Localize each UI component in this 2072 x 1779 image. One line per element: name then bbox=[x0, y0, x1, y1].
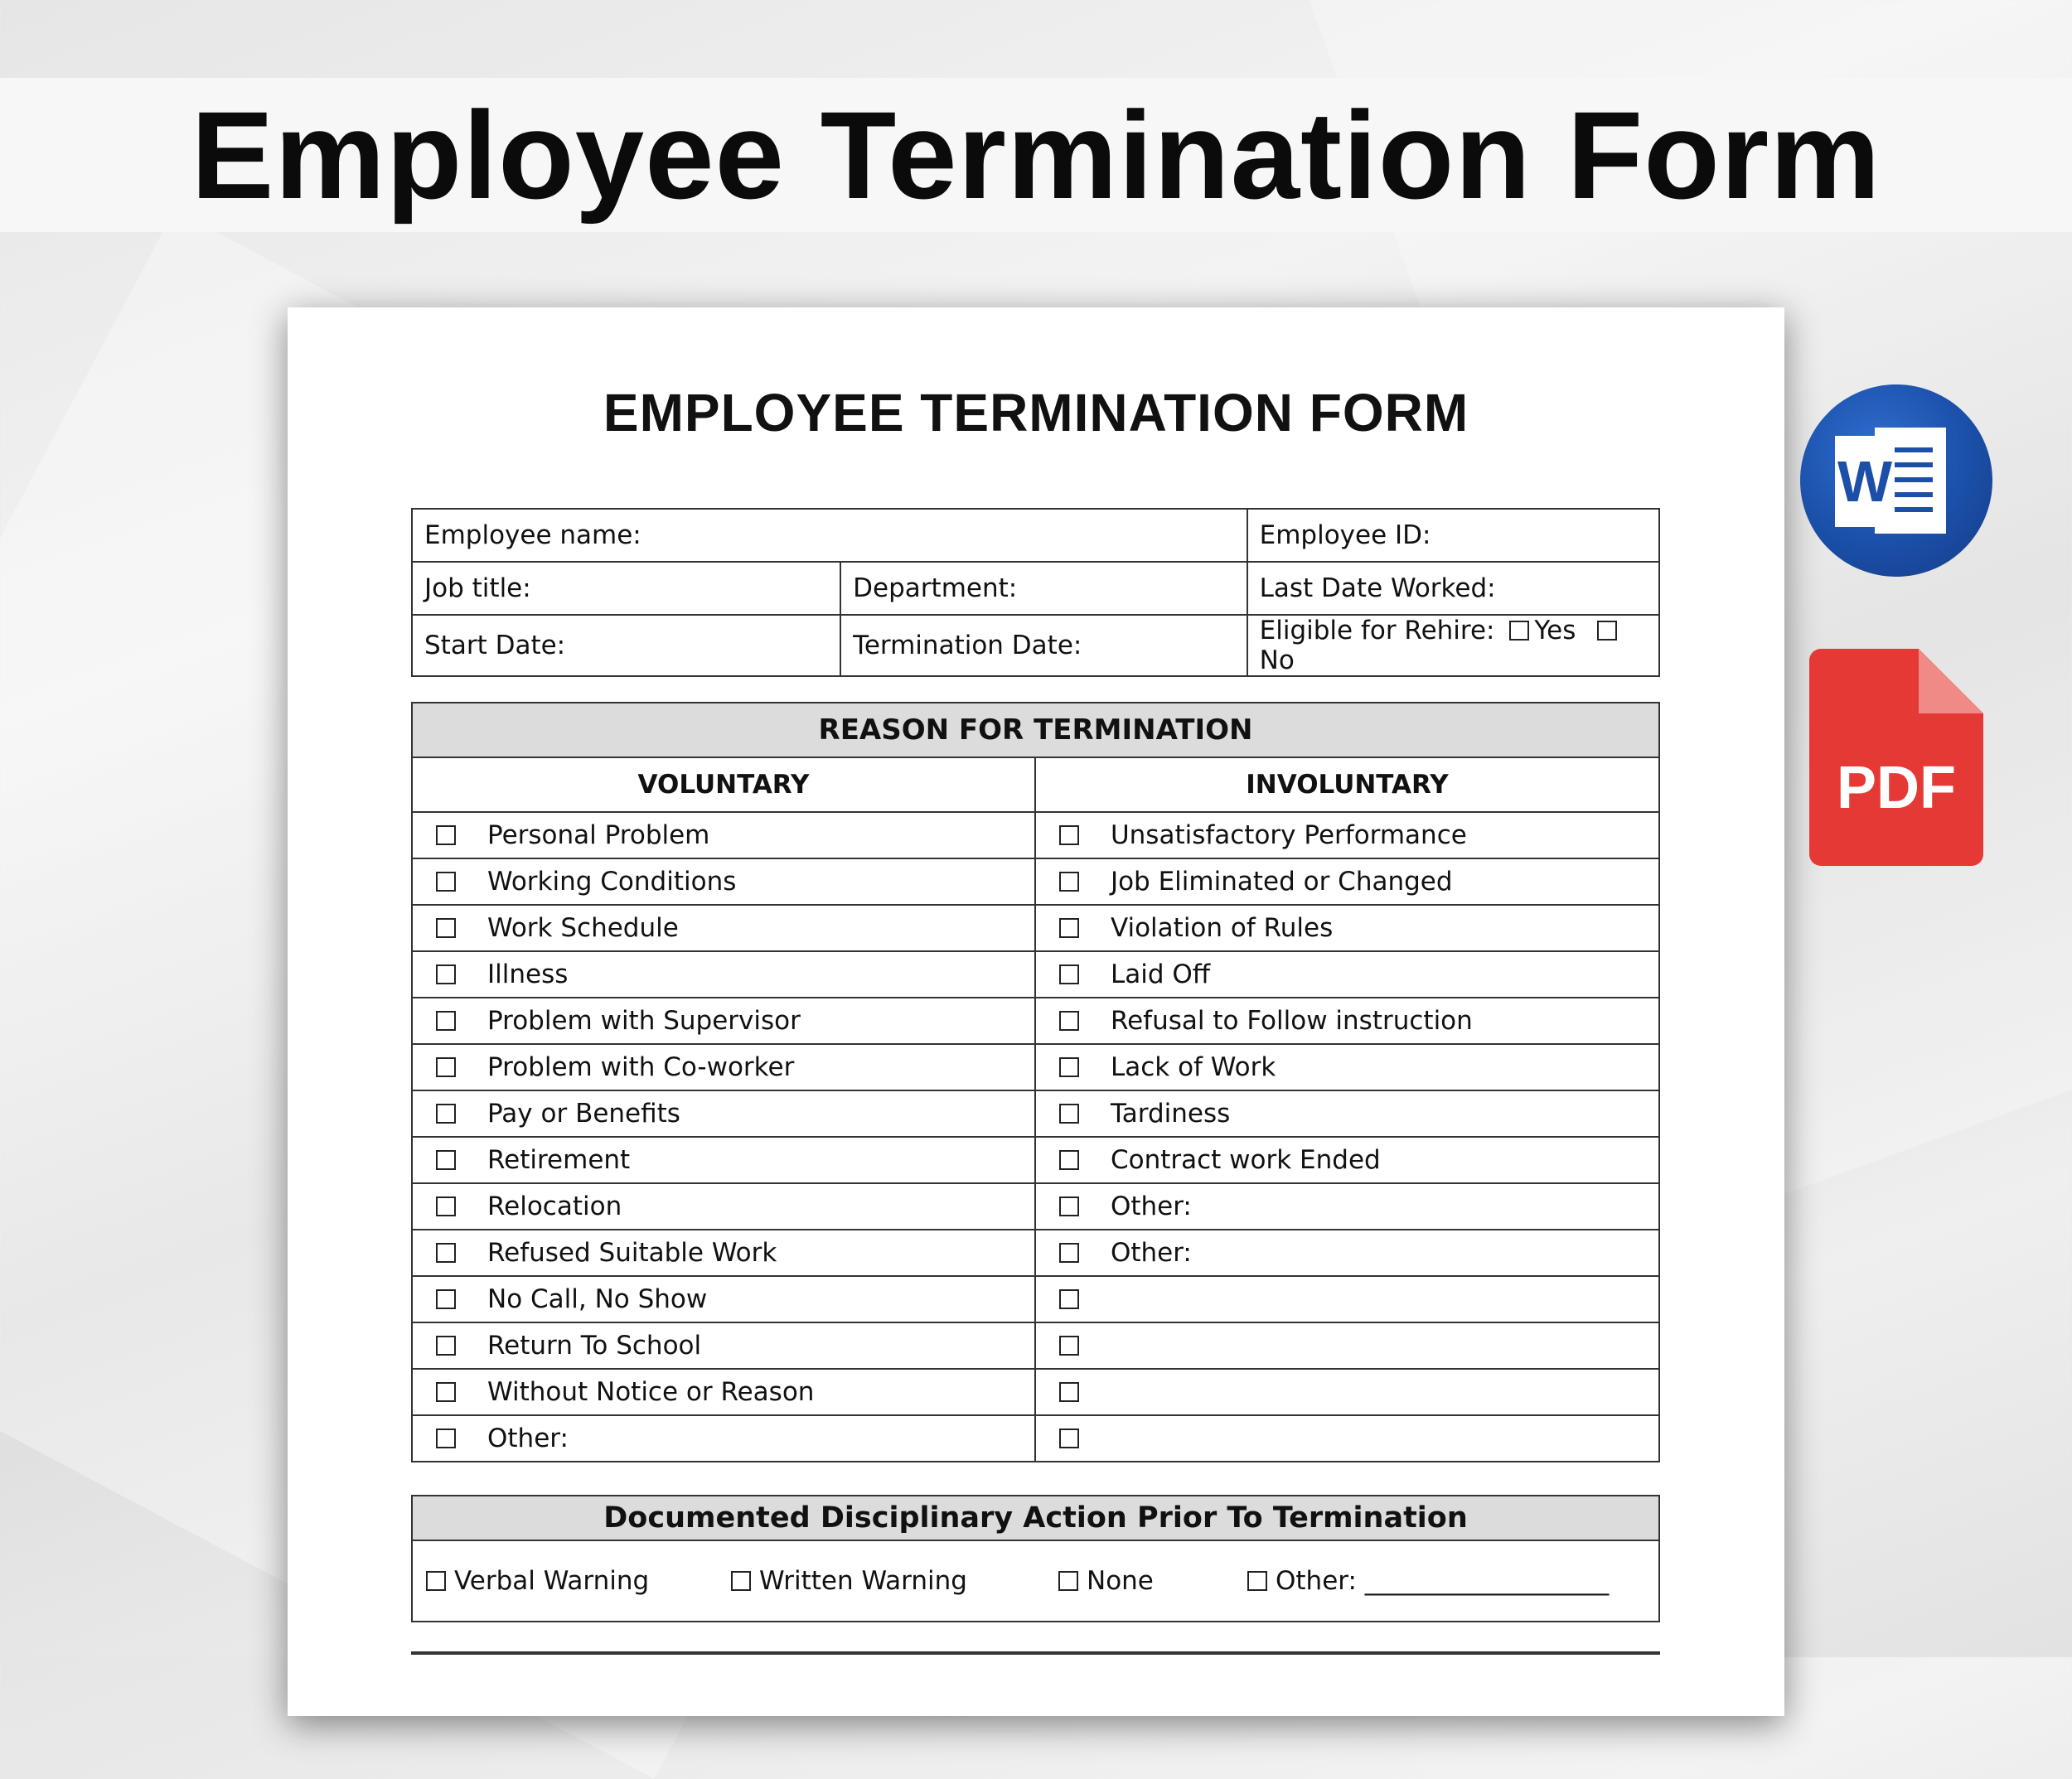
reason-row bbox=[412, 812, 1659, 858]
involuntary-reason-label: Other: bbox=[1110, 1238, 1192, 1268]
checkbox[interactable] bbox=[436, 825, 456, 845]
start-date-field[interactable]: Start Date: bbox=[412, 615, 840, 676]
checkbox[interactable] bbox=[436, 1336, 456, 1356]
involuntary-reason-item[interactable] bbox=[1035, 1090, 1659, 1137]
checkbox[interactable] bbox=[436, 1011, 456, 1031]
employee-id-field[interactable]: Employee ID: bbox=[1247, 509, 1659, 562]
reason-row bbox=[412, 1230, 1659, 1276]
voluntary-reason-item[interactable] bbox=[412, 858, 1035, 905]
involuntary-reason-item[interactable] bbox=[1035, 812, 1659, 858]
option-label: Other: ___________________ bbox=[1276, 1566, 1610, 1596]
rehire-no-checkbox[interactable] bbox=[1597, 621, 1617, 641]
checkbox[interactable] bbox=[1059, 1429, 1079, 1448]
reason-row bbox=[412, 1369, 1659, 1415]
involuntary-reason-item[interactable] bbox=[1035, 951, 1659, 998]
involuntary-reason-item[interactable] bbox=[1035, 1322, 1659, 1369]
disciplinary-option[interactable] bbox=[426, 1566, 731, 1596]
involuntary-reason-label: Violation of Rules bbox=[1110, 913, 1334, 943]
checkbox[interactable] bbox=[1059, 1150, 1079, 1170]
disciplinary-action-table bbox=[411, 1495, 1660, 1622]
reason-row bbox=[412, 951, 1659, 998]
reason-row bbox=[412, 1090, 1659, 1137]
employee-name-field[interactable]: Employee name: bbox=[412, 509, 1247, 562]
voluntary-reason-label: Without Notice or Reason bbox=[487, 1377, 815, 1407]
department-field[interactable]: Department: bbox=[840, 562, 1247, 615]
checkbox[interactable] bbox=[436, 872, 456, 892]
reason-row bbox=[412, 1415, 1659, 1462]
involuntary-reason-label: Unsatisfactory Performance bbox=[1110, 820, 1467, 850]
involuntary-reason-item[interactable] bbox=[1035, 1415, 1659, 1462]
voluntary-reason-item[interactable] bbox=[412, 1415, 1035, 1462]
disciplinary-option[interactable] bbox=[1247, 1566, 1609, 1596]
voluntary-reason-item[interactable] bbox=[412, 1276, 1035, 1322]
option-label: Verbal Warning bbox=[454, 1566, 650, 1596]
voluntary-reason-item[interactable] bbox=[412, 1369, 1035, 1415]
checkbox[interactable] bbox=[436, 1289, 456, 1309]
checkbox[interactable] bbox=[436, 918, 456, 938]
involuntary-reason-label: Lack of Work bbox=[1110, 1052, 1276, 1082]
banner-title: Employee Termination Form bbox=[191, 85, 1881, 225]
rehire-yes-label: Yes bbox=[1534, 616, 1576, 645]
job-title-field[interactable]: Job title: bbox=[412, 562, 840, 615]
voluntary-reason-label: Relocation bbox=[487, 1192, 622, 1221]
involuntary-reason-item[interactable] bbox=[1035, 998, 1659, 1044]
involuntary-reason-item[interactable] bbox=[1035, 858, 1659, 905]
involuntary-reason-item[interactable] bbox=[1035, 1183, 1659, 1230]
voluntary-reason-label: Other: bbox=[487, 1424, 569, 1453]
checkbox[interactable] bbox=[436, 1382, 456, 1402]
form-document bbox=[288, 307, 1784, 1716]
voluntary-reason-item[interactable] bbox=[412, 1322, 1035, 1369]
reason-row bbox=[412, 858, 1659, 905]
involuntary-reason-label: Laid Off bbox=[1110, 960, 1211, 989]
voluntary-reason-item[interactable] bbox=[412, 1230, 1035, 1276]
disciplinary-heading: Documented Disciplinary Action Prior To Termination bbox=[412, 1496, 1659, 1540]
checkbox[interactable] bbox=[426, 1571, 446, 1591]
word-letter: W bbox=[1835, 436, 1895, 527]
involuntary-reason-item[interactable] bbox=[1035, 1276, 1659, 1322]
voluntary-reason-item[interactable] bbox=[412, 905, 1035, 951]
reason-heading: REASON FOR TERMINATION bbox=[412, 703, 1659, 757]
checkbox[interactable] bbox=[436, 1243, 456, 1263]
voluntary-reason-label: Personal Problem bbox=[487, 820, 710, 850]
reason-for-termination-table bbox=[411, 702, 1660, 1462]
checkbox[interactable] bbox=[1059, 1289, 1079, 1309]
voluntary-reason-label: No Call, No Show bbox=[487, 1284, 708, 1314]
checkbox[interactable] bbox=[436, 964, 456, 984]
rehire-yes-checkbox[interactable] bbox=[1509, 621, 1529, 641]
reason-row bbox=[412, 1137, 1659, 1183]
checkbox[interactable] bbox=[436, 1057, 456, 1077]
voluntary-reason-item[interactable] bbox=[412, 951, 1035, 998]
checkbox[interactable] bbox=[1059, 825, 1079, 845]
eligible-for-rehire-label: Eligible for Rehire: bbox=[1259, 616, 1495, 645]
checkbox[interactable] bbox=[436, 1104, 456, 1124]
involuntary-reason-label: Other: bbox=[1110, 1192, 1192, 1221]
involuntary-reason-item[interactable] bbox=[1035, 905, 1659, 951]
voluntary-reason-label: Working Conditions bbox=[487, 867, 737, 897]
checkbox[interactable] bbox=[436, 1196, 456, 1216]
checkbox[interactable] bbox=[731, 1571, 751, 1591]
last-date-worked-field[interactable]: Last Date Worked: bbox=[1247, 562, 1659, 615]
termination-date-field[interactable]: Termination Date: bbox=[840, 615, 1247, 676]
disciplinary-option[interactable] bbox=[1058, 1566, 1247, 1596]
eligible-for-rehire-field bbox=[1247, 615, 1659, 676]
involuntary-reason-item[interactable] bbox=[1035, 1137, 1659, 1183]
reason-row bbox=[412, 1183, 1659, 1230]
word-file-icon bbox=[1800, 384, 1992, 577]
reason-row bbox=[412, 905, 1659, 951]
reason-row bbox=[412, 998, 1659, 1044]
voluntary-reason-item[interactable] bbox=[412, 998, 1035, 1044]
checkbox[interactable] bbox=[1059, 1057, 1079, 1077]
voluntary-heading: VOLUNTARY bbox=[412, 757, 1035, 812]
involuntary-heading: INVOLUNTARY bbox=[1035, 757, 1659, 812]
voluntary-reason-item[interactable] bbox=[412, 1183, 1035, 1230]
voluntary-reason-item[interactable] bbox=[412, 1090, 1035, 1137]
voluntary-reason-item[interactable] bbox=[412, 812, 1035, 858]
employee-info-table bbox=[411, 508, 1660, 677]
voluntary-reason-label: Refused Suitable Work bbox=[487, 1238, 777, 1268]
checkbox[interactable] bbox=[436, 1150, 456, 1170]
checkbox[interactable] bbox=[1059, 918, 1079, 938]
checkbox[interactable] bbox=[1059, 1382, 1079, 1402]
voluntary-reason-label: Illness bbox=[487, 960, 569, 989]
next-section-border bbox=[411, 1651, 1660, 1655]
checkbox[interactable] bbox=[1059, 964, 1079, 984]
voluntary-reason-label: Problem with Co-worker bbox=[487, 1052, 795, 1082]
voluntary-reason-label: Work Schedule bbox=[487, 913, 679, 943]
checkbox[interactable] bbox=[1059, 1243, 1079, 1263]
involuntary-reason-item[interactable] bbox=[1035, 1230, 1659, 1276]
involuntary-reason-item[interactable] bbox=[1035, 1044, 1659, 1090]
reason-row bbox=[412, 1276, 1659, 1322]
voluntary-reason-label: Pay or Benefits bbox=[487, 1099, 680, 1129]
involuntary-reason-label: Refusal to Follow instruction bbox=[1110, 1006, 1473, 1036]
title-banner bbox=[0, 78, 2072, 232]
checkbox[interactable] bbox=[1059, 1336, 1079, 1356]
rehire-no-label: No bbox=[1259, 645, 1295, 675]
involuntary-reason-item[interactable] bbox=[1035, 1369, 1659, 1415]
reason-row bbox=[412, 1322, 1659, 1369]
document-title: EMPLOYEE TERMINATION FORM bbox=[603, 383, 1469, 442]
option-label: Written Warning bbox=[759, 1566, 967, 1596]
pdf-label: PDF bbox=[1837, 755, 1956, 821]
checkbox[interactable] bbox=[1059, 872, 1079, 892]
checkbox[interactable] bbox=[1058, 1571, 1078, 1591]
involuntary-reason-label: Tardiness bbox=[1110, 1099, 1231, 1129]
checkbox[interactable] bbox=[1059, 1011, 1079, 1031]
checkbox[interactable] bbox=[1059, 1196, 1079, 1216]
disciplinary-options-cell bbox=[412, 1540, 1659, 1622]
voluntary-reason-label: Problem with Supervisor bbox=[487, 1006, 801, 1036]
checkbox[interactable] bbox=[1059, 1104, 1079, 1124]
voluntary-reason-label: Retirement bbox=[487, 1145, 631, 1175]
disciplinary-option[interactable] bbox=[731, 1566, 1058, 1596]
involuntary-reason-label: Job Eliminated or Changed bbox=[1110, 867, 1453, 897]
reason-row bbox=[412, 1044, 1659, 1090]
voluntary-reason-label: Return To School bbox=[487, 1331, 702, 1361]
involuntary-reason-label: Contract work Ended bbox=[1110, 1145, 1381, 1175]
checkbox[interactable] bbox=[436, 1429, 456, 1448]
option-label: None bbox=[1087, 1566, 1154, 1596]
voluntary-reason-item[interactable] bbox=[412, 1044, 1035, 1090]
checkbox[interactable] bbox=[1247, 1571, 1267, 1591]
voluntary-reason-item[interactable] bbox=[412, 1137, 1035, 1183]
